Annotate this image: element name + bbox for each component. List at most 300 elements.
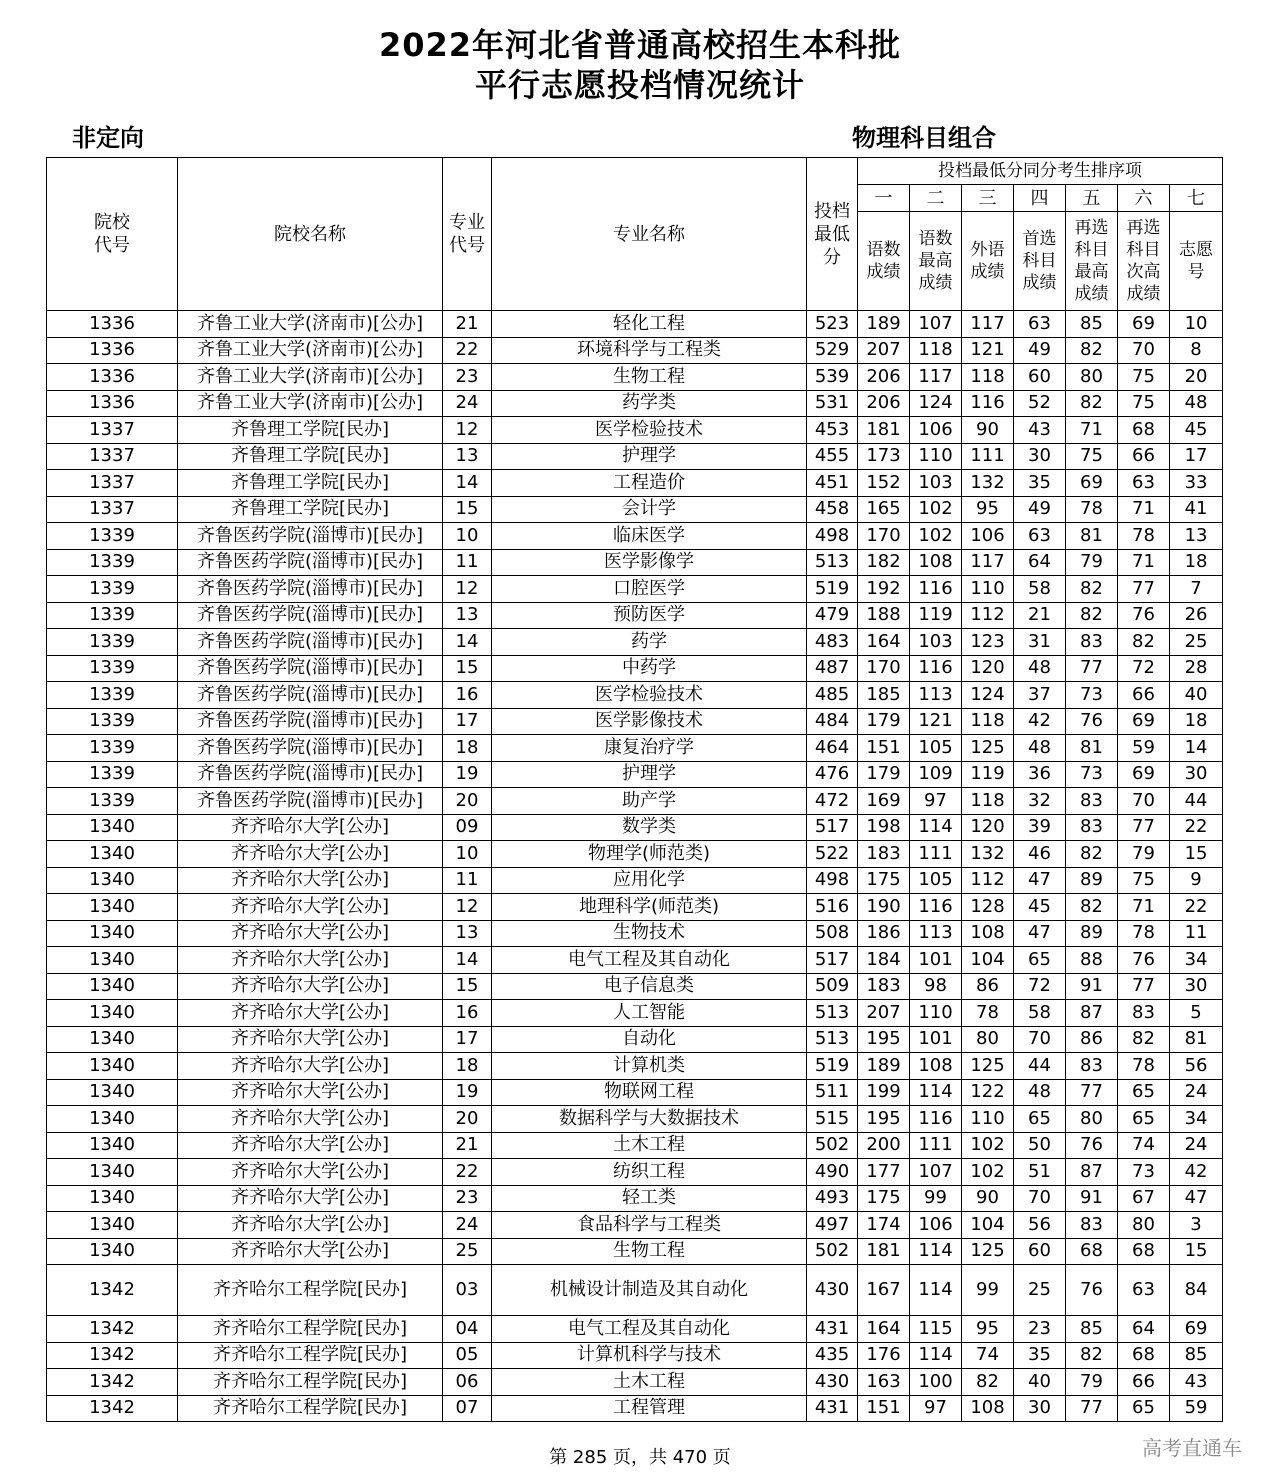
header-rank-num: 一 xyxy=(858,185,910,212)
cell-rank5: 89 xyxy=(1066,867,1118,894)
cell-min-score: 519 xyxy=(807,576,858,603)
cell-rank4: 70 xyxy=(1014,1185,1066,1212)
cell-min-score: 539 xyxy=(807,364,858,391)
cell-rank4: 58 xyxy=(1014,576,1066,603)
header-rank-num: 六 xyxy=(1118,185,1170,212)
cell-rank4: 31 xyxy=(1014,629,1066,656)
cell-min-score: 430 xyxy=(807,1369,858,1396)
cell-school-code: 1337 xyxy=(47,496,178,523)
cell-major-code: 20 xyxy=(443,788,492,815)
cell-rank4: 52 xyxy=(1014,390,1066,417)
header-ranking-group: 投档最低分同分考生排序项 xyxy=(858,158,1223,185)
cell-min-score: 509 xyxy=(807,973,858,1000)
cell-rank3: 102 xyxy=(962,1132,1014,1159)
cell-school-name: 齐鲁医药学院(淄博市)[民办] xyxy=(178,629,443,656)
cell-school-name: 齐齐哈尔大学[公办] xyxy=(178,1185,443,1212)
cell-rank1: 192 xyxy=(858,576,910,603)
cell-rank7: 24 xyxy=(1170,1132,1223,1159)
cell-major-name: 自动化 xyxy=(492,1026,807,1053)
cell-major-code: 24 xyxy=(443,390,492,417)
cell-rank7: 26 xyxy=(1170,602,1223,629)
cell-rank6: 64 xyxy=(1118,1316,1170,1343)
header-rank-num: 五 xyxy=(1066,185,1118,212)
cell-rank5: 83 xyxy=(1066,1212,1118,1239)
cell-major-name: 康复治疗学 xyxy=(492,735,807,762)
header-rank-item: 语数最高成绩 xyxy=(910,212,962,311)
cell-major-code: 17 xyxy=(443,708,492,735)
cell-rank4: 58 xyxy=(1014,1000,1066,1027)
cell-rank6: 66 xyxy=(1118,682,1170,709)
cell-rank7: 44 xyxy=(1170,788,1223,815)
cell-major-code: 16 xyxy=(443,682,492,709)
table-row xyxy=(47,470,1223,497)
cell-rank2: 111 xyxy=(910,1132,962,1159)
cell-school-name: 齐齐哈尔大学[公办] xyxy=(178,1053,443,1080)
cell-rank1: 182 xyxy=(858,549,910,576)
cell-rank1: 188 xyxy=(858,602,910,629)
cell-major-code: 18 xyxy=(443,735,492,762)
cell-rank6: 65 xyxy=(1118,1079,1170,1106)
cell-rank7: 15 xyxy=(1170,841,1223,868)
cell-major-code: 13 xyxy=(443,602,492,629)
cell-rank3: 86 xyxy=(962,973,1014,1000)
table-row xyxy=(47,947,1223,974)
cell-rank5: 82 xyxy=(1066,1342,1118,1369)
plan-type-label: 非定向 xyxy=(72,124,144,152)
cell-rank4: 23 xyxy=(1014,1316,1066,1343)
cell-school-code: 1340 xyxy=(47,894,178,921)
cell-rank7: 43 xyxy=(1170,1369,1223,1396)
cell-rank7: 24 xyxy=(1170,1079,1223,1106)
cell-school-code: 1339 xyxy=(47,523,178,550)
cell-school-code: 1339 xyxy=(47,629,178,656)
cell-rank3: 95 xyxy=(962,1316,1014,1343)
cell-school-name: 齐鲁医药学院(淄博市)[民办] xyxy=(178,549,443,576)
cell-min-score: 498 xyxy=(807,523,858,550)
cell-rank6: 74 xyxy=(1118,1132,1170,1159)
cell-school-name: 齐齐哈尔大学[公办] xyxy=(178,1026,443,1053)
cell-rank2: 101 xyxy=(910,947,962,974)
cell-school-code: 1339 xyxy=(47,708,178,735)
cell-min-score: 472 xyxy=(807,788,858,815)
cell-major-code: 19 xyxy=(443,761,492,788)
table-row xyxy=(47,1026,1223,1053)
table-row xyxy=(47,443,1223,470)
cell-major-name: 地理科学(师范类) xyxy=(492,894,807,921)
cell-min-score: 458 xyxy=(807,496,858,523)
cell-rank6: 73 xyxy=(1118,1159,1170,1186)
table-row xyxy=(47,311,1223,338)
cell-major-code: 06 xyxy=(443,1369,492,1396)
cell-rank2: 114 xyxy=(910,814,962,841)
cell-rank6: 65 xyxy=(1118,1106,1170,1133)
header-rank-item: 再选科目最高成绩 xyxy=(1066,212,1118,311)
cell-rank6: 76 xyxy=(1118,602,1170,629)
cell-rank5: 76 xyxy=(1066,1132,1118,1159)
cell-min-score: 508 xyxy=(807,920,858,947)
cell-major-name: 护理学 xyxy=(492,443,807,470)
cell-school-code: 1336 xyxy=(47,364,178,391)
page-title-line2: 平行志愿投档情况统计 xyxy=(474,66,805,104)
cell-rank1: 184 xyxy=(858,947,910,974)
cell-major-code: 19 xyxy=(443,1079,492,1106)
cell-rank7: 28 xyxy=(1170,655,1223,682)
cell-rank6: 71 xyxy=(1118,549,1170,576)
header-rank-item: 语数成绩 xyxy=(858,212,910,311)
cell-major-name: 机械设计制造及其自动化 xyxy=(492,1265,807,1316)
cell-rank7: 30 xyxy=(1170,973,1223,1000)
cell-rank2: 124 xyxy=(910,390,962,417)
cell-school-name: 齐鲁医药学院(淄博市)[民办] xyxy=(178,655,443,682)
cell-major-code: 21 xyxy=(443,1132,492,1159)
cell-rank6: 76 xyxy=(1118,947,1170,974)
cell-school-code: 1339 xyxy=(47,549,178,576)
cell-rank4: 46 xyxy=(1014,841,1066,868)
cell-rank4: 63 xyxy=(1014,311,1066,338)
cell-rank3: 82 xyxy=(962,1369,1014,1396)
cell-rank3: 118 xyxy=(962,364,1014,391)
table-row xyxy=(47,1212,1223,1239)
cell-major-name: 医学影像技术 xyxy=(492,708,807,735)
cell-major-code: 05 xyxy=(443,1342,492,1369)
subject-group-label: 物理科目组合 xyxy=(852,124,996,152)
cell-rank5: 83 xyxy=(1066,814,1118,841)
cell-rank7: 15 xyxy=(1170,1238,1223,1265)
table-row xyxy=(47,629,1223,656)
cell-rank2: 97 xyxy=(910,788,962,815)
cell-rank3: 110 xyxy=(962,576,1014,603)
cell-rank5: 77 xyxy=(1066,1079,1118,1106)
cell-rank6: 65 xyxy=(1118,1395,1170,1422)
cell-rank5: 85 xyxy=(1066,311,1118,338)
cell-rank6: 75 xyxy=(1118,390,1170,417)
cell-major-name: 轻工类 xyxy=(492,1185,807,1212)
table-row xyxy=(47,841,1223,868)
cell-school-name: 齐鲁理工学院[民办] xyxy=(178,417,443,444)
cell-rank1: 164 xyxy=(858,1316,910,1343)
cell-min-score: 522 xyxy=(807,841,858,868)
cell-rank6: 68 xyxy=(1118,1342,1170,1369)
cell-rank3: 119 xyxy=(962,761,1014,788)
cell-rank5: 81 xyxy=(1066,735,1118,762)
cell-min-score: 529 xyxy=(807,337,858,364)
cell-rank4: 44 xyxy=(1014,1053,1066,1080)
cell-rank5: 77 xyxy=(1066,655,1118,682)
cell-rank2: 105 xyxy=(910,735,962,762)
header-school-code: 院校代号 xyxy=(47,158,178,311)
watermark: 高考直通车 xyxy=(1142,1436,1242,1460)
cell-min-score: 502 xyxy=(807,1132,858,1159)
cell-rank1: 176 xyxy=(858,1342,910,1369)
cell-rank7: 69 xyxy=(1170,1316,1223,1343)
cell-major-code: 12 xyxy=(443,894,492,921)
cell-school-name: 齐齐哈尔大学[公办] xyxy=(178,1132,443,1159)
cell-school-code: 1340 xyxy=(47,1212,178,1239)
cell-rank3: 104 xyxy=(962,947,1014,974)
cell-school-name: 齐齐哈尔大学[公办] xyxy=(178,814,443,841)
cell-rank5: 86 xyxy=(1066,1026,1118,1053)
cell-rank1: 206 xyxy=(858,390,910,417)
cell-rank1: 207 xyxy=(858,1000,910,1027)
cell-school-name: 齐齐哈尔大学[公办] xyxy=(178,1079,443,1106)
cell-rank4: 50 xyxy=(1014,1132,1066,1159)
cell-rank4: 48 xyxy=(1014,1079,1066,1106)
cell-rank3: 132 xyxy=(962,841,1014,868)
cell-rank1: 174 xyxy=(858,1212,910,1239)
cell-rank2: 108 xyxy=(910,1053,962,1080)
cell-rank3: 132 xyxy=(962,470,1014,497)
cell-rank6: 66 xyxy=(1118,1369,1170,1396)
cell-rank7: 45 xyxy=(1170,417,1223,444)
cell-major-name: 工程造价 xyxy=(492,470,807,497)
cell-rank5: 69 xyxy=(1066,470,1118,497)
cell-major-name: 药学 xyxy=(492,629,807,656)
cell-major-name: 应用化学 xyxy=(492,867,807,894)
cell-school-name: 齐齐哈尔工程学院[民办] xyxy=(178,1316,443,1343)
cell-major-code: 15 xyxy=(443,655,492,682)
cell-rank1: 200 xyxy=(858,1132,910,1159)
cell-major-name: 电子信息类 xyxy=(492,973,807,1000)
table-row xyxy=(47,682,1223,709)
cell-rank1: 186 xyxy=(858,920,910,947)
cell-school-name: 齐鲁工业大学(济南市)[公办] xyxy=(178,390,443,417)
cell-rank6: 63 xyxy=(1118,470,1170,497)
cell-school-name: 齐鲁医药学院(淄博市)[民办] xyxy=(178,602,443,629)
table-row xyxy=(47,523,1223,550)
cell-rank4: 63 xyxy=(1014,523,1066,550)
cell-rank1: 169 xyxy=(858,788,910,815)
cell-major-name: 电气工程及其自动化 xyxy=(492,1316,807,1343)
cell-major-code: 11 xyxy=(443,867,492,894)
cell-school-name: 齐齐哈尔工程学院[民办] xyxy=(178,1342,443,1369)
cell-rank3: 123 xyxy=(962,629,1014,656)
cell-rank5: 79 xyxy=(1066,549,1118,576)
table-row xyxy=(47,417,1223,444)
cell-major-code: 03 xyxy=(443,1265,492,1316)
cell-min-score: 493 xyxy=(807,1185,858,1212)
cell-rank5: 82 xyxy=(1066,390,1118,417)
cell-major-code: 10 xyxy=(443,523,492,550)
cell-school-name: 齐齐哈尔大学[公办] xyxy=(178,1212,443,1239)
cell-rank2: 102 xyxy=(910,496,962,523)
cell-rank2: 97 xyxy=(910,1395,962,1422)
cell-rank5: 76 xyxy=(1066,708,1118,735)
cell-rank7: 30 xyxy=(1170,761,1223,788)
cell-rank5: 81 xyxy=(1066,523,1118,550)
cell-school-name: 齐鲁医药学院(淄博市)[民办] xyxy=(178,708,443,735)
cell-school-code: 1342 xyxy=(47,1395,178,1422)
table-row xyxy=(47,1132,1223,1159)
cell-rank1: 189 xyxy=(858,311,910,338)
cell-rank7: 22 xyxy=(1170,814,1223,841)
cell-rank1: 179 xyxy=(858,761,910,788)
cell-rank4: 32 xyxy=(1014,788,1066,815)
table-row xyxy=(47,920,1223,947)
cell-rank7: 25 xyxy=(1170,629,1223,656)
header-rank-item: 再选科目次高成绩 xyxy=(1118,212,1170,311)
cell-major-name: 人工智能 xyxy=(492,1000,807,1027)
cell-rank4: 30 xyxy=(1014,443,1066,470)
cell-rank1: 207 xyxy=(858,337,910,364)
cell-rank6: 79 xyxy=(1118,841,1170,868)
cell-rank3: 110 xyxy=(962,1106,1014,1133)
cell-major-name: 药学类 xyxy=(492,390,807,417)
cell-school-code: 1340 xyxy=(47,1238,178,1265)
cell-rank4: 72 xyxy=(1014,973,1066,1000)
cell-rank4: 25 xyxy=(1014,1265,1066,1316)
cell-rank4: 48 xyxy=(1014,735,1066,762)
cell-major-code: 18 xyxy=(443,1053,492,1080)
cell-major-name: 计算机类 xyxy=(492,1053,807,1080)
cell-rank1: 179 xyxy=(858,708,910,735)
cell-rank6: 72 xyxy=(1118,655,1170,682)
cell-rank3: 120 xyxy=(962,655,1014,682)
cell-rank3: 95 xyxy=(962,496,1014,523)
cell-rank5: 91 xyxy=(1066,1185,1118,1212)
cell-school-code: 1339 xyxy=(47,735,178,762)
table-row xyxy=(47,894,1223,921)
table-row xyxy=(47,1369,1223,1396)
cell-rank2: 116 xyxy=(910,576,962,603)
cell-rank7: 7 xyxy=(1170,576,1223,603)
cell-school-code: 1337 xyxy=(47,470,178,497)
cell-min-score: 513 xyxy=(807,1026,858,1053)
cell-school-code: 1342 xyxy=(47,1369,178,1396)
cell-rank4: 37 xyxy=(1014,682,1066,709)
cell-school-code: 1337 xyxy=(47,443,178,470)
cell-rank5: 89 xyxy=(1066,920,1118,947)
cell-rank2: 103 xyxy=(910,629,962,656)
cell-rank7: 48 xyxy=(1170,390,1223,417)
cell-rank1: 173 xyxy=(858,443,910,470)
header-major-code: 专业代号 xyxy=(443,158,492,311)
cell-school-name: 齐齐哈尔大学[公办] xyxy=(178,841,443,868)
table-row xyxy=(47,655,1223,682)
cell-major-code: 10 xyxy=(443,841,492,868)
cell-min-score: 523 xyxy=(807,311,858,338)
cell-school-name: 齐齐哈尔工程学院[民办] xyxy=(178,1369,443,1396)
cell-rank3: 74 xyxy=(962,1342,1014,1369)
cell-school-name: 齐鲁医药学院(淄博市)[民办] xyxy=(178,761,443,788)
table-row xyxy=(47,788,1223,815)
cell-major-code: 24 xyxy=(443,1212,492,1239)
cell-rank1: 199 xyxy=(858,1079,910,1106)
cell-rank2: 110 xyxy=(910,1000,962,1027)
cell-rank1: 170 xyxy=(858,655,910,682)
cell-major-name: 中药学 xyxy=(492,655,807,682)
cell-rank1: 163 xyxy=(858,1369,910,1396)
cell-rank7: 81 xyxy=(1170,1026,1223,1053)
cell-rank1: 175 xyxy=(858,867,910,894)
cell-rank3: 125 xyxy=(962,1238,1014,1265)
cell-rank3: 112 xyxy=(962,867,1014,894)
cell-major-name: 护理学 xyxy=(492,761,807,788)
cell-rank5: 80 xyxy=(1066,1106,1118,1133)
cell-min-score: 517 xyxy=(807,814,858,841)
cell-major-code: 20 xyxy=(443,1106,492,1133)
cell-rank3: 128 xyxy=(962,894,1014,921)
cell-rank7: 18 xyxy=(1170,549,1223,576)
cell-rank3: 108 xyxy=(962,1395,1014,1422)
cell-rank7: 40 xyxy=(1170,682,1223,709)
cell-rank6: 82 xyxy=(1118,1026,1170,1053)
cell-min-score: 453 xyxy=(807,417,858,444)
cell-rank4: 64 xyxy=(1014,549,1066,576)
cell-school-name: 齐齐哈尔大学[公办] xyxy=(178,920,443,947)
cell-rank7: 14 xyxy=(1170,735,1223,762)
cell-rank7: 41 xyxy=(1170,496,1223,523)
cell-rank5: 82 xyxy=(1066,841,1118,868)
cell-major-name: 计算机科学与技术 xyxy=(492,1342,807,1369)
cell-rank4: 56 xyxy=(1014,1212,1066,1239)
header-rank-item: 外语成绩 xyxy=(962,212,1014,311)
cell-rank7: 56 xyxy=(1170,1053,1223,1080)
cell-rank2: 103 xyxy=(910,470,962,497)
cell-rank1: 164 xyxy=(858,629,910,656)
cell-min-score: 430 xyxy=(807,1265,858,1316)
cell-rank3: 122 xyxy=(962,1079,1014,1106)
cell-school-code: 1340 xyxy=(47,947,178,974)
cell-rank6: 78 xyxy=(1118,1053,1170,1080)
cell-rank1: 181 xyxy=(858,417,910,444)
cell-rank6: 77 xyxy=(1118,973,1170,1000)
cell-rank1: 165 xyxy=(858,496,910,523)
cell-major-code: 09 xyxy=(443,814,492,841)
header-school-name: 院校名称 xyxy=(178,158,443,311)
cell-major-code: 14 xyxy=(443,947,492,974)
cell-rank6: 70 xyxy=(1118,337,1170,364)
cell-major-name: 生物工程 xyxy=(492,364,807,391)
cell-min-score: 511 xyxy=(807,1079,858,1106)
table-row xyxy=(47,1000,1223,1027)
cell-school-name: 齐鲁理工学院[民办] xyxy=(178,443,443,470)
cell-major-name: 工程管理 xyxy=(492,1395,807,1422)
cell-rank3: 90 xyxy=(962,1185,1014,1212)
table-row xyxy=(47,761,1223,788)
cell-min-score: 451 xyxy=(807,470,858,497)
page-title-line1: 2022年河北省普通高校招生本科批 xyxy=(378,26,902,64)
cell-rank1: 195 xyxy=(858,1026,910,1053)
cell-rank3: 112 xyxy=(962,602,1014,629)
cell-rank7: 18 xyxy=(1170,708,1223,735)
admission-table xyxy=(46,157,1223,1422)
cell-major-code: 13 xyxy=(443,443,492,470)
cell-rank3: 104 xyxy=(962,1212,1014,1239)
cell-school-name: 齐鲁理工学院[民办] xyxy=(178,496,443,523)
cell-school-name: 齐齐哈尔大学[公办] xyxy=(178,973,443,1000)
cell-min-score: 485 xyxy=(807,682,858,709)
cell-rank5: 79 xyxy=(1066,1369,1118,1396)
cell-rank5: 77 xyxy=(1066,1395,1118,1422)
cell-rank5: 71 xyxy=(1066,417,1118,444)
cell-rank3: 116 xyxy=(962,390,1014,417)
table-row xyxy=(47,1395,1223,1422)
cell-rank7: 59 xyxy=(1170,1395,1223,1422)
cell-rank7: 17 xyxy=(1170,443,1223,470)
cell-rank7: 3 xyxy=(1170,1212,1223,1239)
cell-rank2: 105 xyxy=(910,867,962,894)
cell-rank5: 82 xyxy=(1066,576,1118,603)
table-row xyxy=(47,1185,1223,1212)
cell-rank1: 177 xyxy=(858,1159,910,1186)
table-row xyxy=(47,1053,1223,1080)
cell-rank4: 47 xyxy=(1014,867,1066,894)
cell-rank6: 83 xyxy=(1118,1000,1170,1027)
cell-rank3: 117 xyxy=(962,549,1014,576)
cell-rank2: 110 xyxy=(910,443,962,470)
cell-major-code: 15 xyxy=(443,973,492,1000)
table-row xyxy=(47,1106,1223,1133)
